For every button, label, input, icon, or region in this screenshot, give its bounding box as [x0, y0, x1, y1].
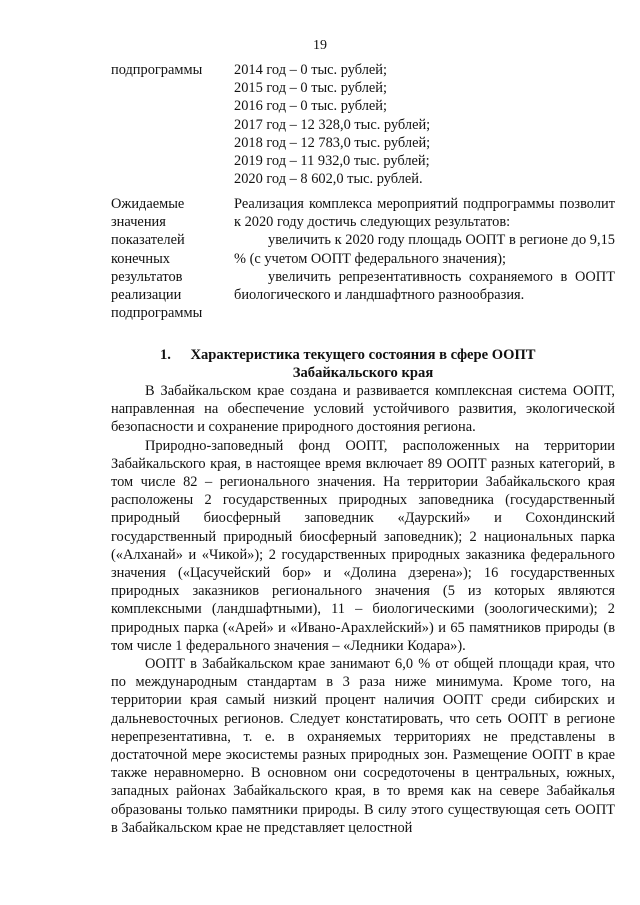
- financing-line-2015: 2015 год – 0 тыс. рублей;: [234, 80, 387, 97]
- section-number: 1.: [160, 347, 171, 363]
- expected-results-intro: Реализация комплекса мероприятий подпрограммы позволит к 2020 году достичь следующих результатов:: [234, 196, 615, 231]
- expected-result-representativeness: увеличить репрезентативность сохраняемого в ООПТ биологического и ландшафтного разнообразия.: [234, 268, 615, 304]
- financing-line-2020: 2020 год – 8 602,0 тыс. рублей.: [234, 171, 423, 188]
- paragraph-reserve-fund: Природно-заповедный фонд ООПТ, расположенных на территории Забайкальского края, в настоящее время включает 89 ООПТ разных категорий, в том числе 82 – регионального значения. На территории Забайкальского края расположены 2 государственных природных заповедника (государственный природный биосферный заповедник «Даурский» и Сохондинский государственный природный биосферный заповедник); 2 национальных парка («Алханай» и «Чикой»); 2 государственных природных заказника федерального значения («Цасучейский бор» и «Долина дзерена»); 16 государственных природных заказников регионального значения (5 из которых являются комплексными (ландшафтными), 11 – биологическими (зоологическими); 2 природных парка («Арей» и «Ивано-Арахлейский») и 65 памятников природы (в том числе 1 федерального значения – «Ледники Кодара»).: [111, 437, 615, 654]
- expected-results-values: [234, 195, 615, 304]
- financing-line-2018: 2018 год – 12 783,0 тыс. рублей;: [234, 134, 431, 151]
- financing-line-2017: 2017 год – 12 328,0 тыс. рублей;: [234, 116, 431, 133]
- financing-line-2016: 2016 год – 0 тыс. рублей;: [234, 98, 387, 115]
- paragraph-system: В Забайкальском крае создана и развивается комплексная система ООПТ, направленная на обеспечение условий устойчивого развития, экологической безопасности и сохранение природного достояния региона.: [111, 383, 615, 436]
- section-body: [111, 382, 615, 837]
- page-number: 19: [313, 38, 327, 53]
- financing-values: [234, 61, 615, 188]
- financing-label: подпрограммы: [111, 62, 203, 78]
- financing-line-2014: 2014 год – 0 тыс. рублей;: [234, 62, 387, 78]
- financing-line-2019: 2019 год – 11 932,0 тыс. рублей;: [234, 153, 430, 170]
- section-heading: [111, 346, 615, 382]
- section-title-line-2: Забайкальского края: [292, 365, 434, 381]
- paragraph-coverage: ООПТ в Забайкальском крае занимают 6,0 % от общей площади края, что по международным стандартам в 3 раза ниже минимума. Кроме того, на территории края самый низкий процент наличия ООПТ среди сибирских и дальневосточных регионов. Следует констатировать, что сеть ООПТ в регионе нерепрезентативна, т. е. в охраняемых территориях не представлены в достаточной мере экосистемы разных природных зон. Размещение ООПТ в крае также неравномерно. В основном они сосредоточены в центральных, южных, западных районах Забайкальского края, в то время как на севере Забайкалья образованы только памятники природы. В силу этого существующая сеть ООПТ в Забайкальском крае не представляет целостной: [111, 656, 615, 836]
- section-title-line-1: Характеристика текущего состояния в сфере ООПТ: [190, 347, 536, 363]
- expected-results-label: Ожидаемые значения показателей конечных результатов реализации подпрограммы: [111, 196, 203, 322]
- expected-result-area: увеличить к 2020 году площадь ООПТ в регионе до 9,15 % (с учетом ООПТ федерального значения);: [234, 232, 615, 267]
